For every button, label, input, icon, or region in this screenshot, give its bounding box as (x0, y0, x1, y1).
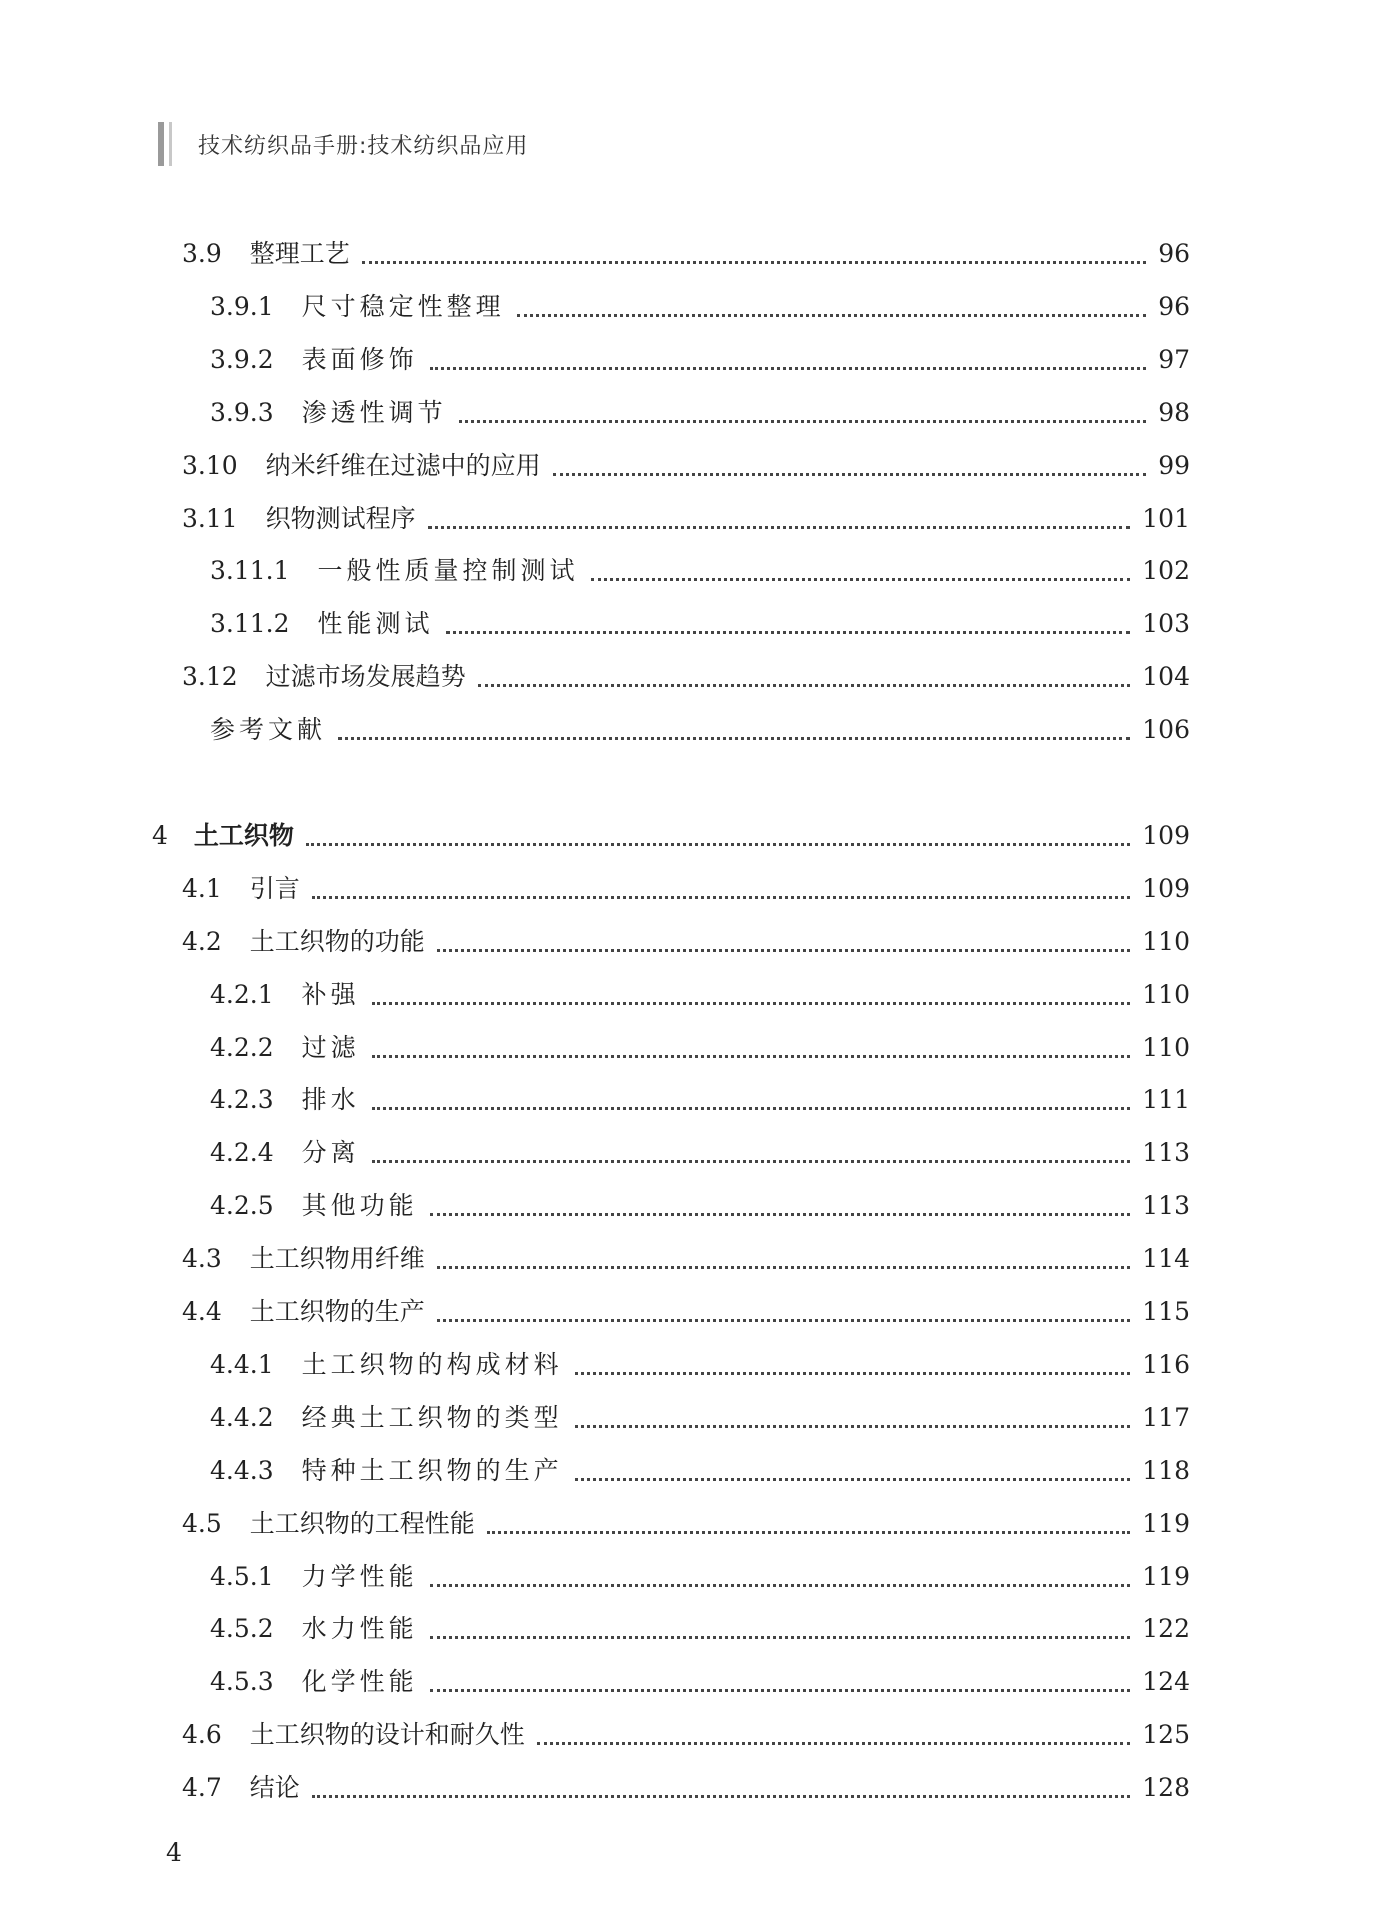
toc-entry-page: 110 (1142, 1032, 1190, 1062)
toc-dot-leader (537, 1742, 1131, 1745)
toc-entry-page: 98 (1158, 397, 1190, 427)
toc-entry[interactable] (210, 340, 1190, 380)
toc-dot-leader (437, 1319, 1131, 1322)
toc-entry[interactable] (210, 287, 1190, 327)
toc-entry[interactable] (210, 1345, 1190, 1385)
toc-entry-number: 3.11.2 (210, 609, 290, 639)
toc-entry-title: 结论 (249, 1773, 300, 1803)
toc-entry[interactable] (182, 499, 1190, 539)
toc-entry-page: 119 (1142, 1561, 1190, 1591)
toc-entry-title: 一般性质量控制测试 (317, 556, 579, 586)
toc-entry-title: 引言 (249, 873, 300, 903)
toc-entry-number: 4.3 (182, 1244, 222, 1274)
toc-entry-title: 其他功能 (301, 1191, 418, 1221)
toc-entry[interactable] (210, 393, 1190, 433)
toc-entry-number: 3.9.3 (210, 397, 274, 427)
toc-dot-leader (362, 261, 1146, 264)
toc-dot-leader (430, 1636, 1131, 1639)
toc-dot-leader (372, 1055, 1131, 1058)
toc-entry-page: 99 (1158, 450, 1190, 480)
toc-entry[interactable] (182, 1715, 1190, 1755)
toc-entry-number: 4.4 (182, 1297, 222, 1326)
toc-entry-title: 土工织物的设计和耐久性 (249, 1720, 525, 1750)
toc-entry[interactable] (210, 604, 1190, 644)
toc-entry-page: 106 (1142, 715, 1190, 745)
toc-entry[interactable] (210, 551, 1190, 591)
toc-entry[interactable] (210, 1186, 1190, 1226)
toc-entry-number: 3.9.2 (210, 344, 274, 374)
toc-entry-title: 土工织物用纤维 (249, 1244, 425, 1274)
toc-entry-title: 表面修饰 (301, 344, 418, 374)
toc-entry-page: 115 (1142, 1297, 1190, 1326)
toc-entry-number: 4.2 (182, 926, 222, 956)
toc-dot-leader (430, 1689, 1131, 1692)
toc-entry-page: 103 (1142, 609, 1190, 639)
toc-entry-title: 力学性能 (301, 1561, 418, 1591)
toc-entry-number: 4.7 (182, 1773, 222, 1803)
toc-dot-leader (459, 420, 1147, 423)
toc-dot-leader (478, 684, 1131, 687)
toc-entry-title: 水力性能 (301, 1614, 418, 1644)
toc-dot-leader (575, 1425, 1131, 1428)
toc-entry-page: 96 (1158, 239, 1190, 268)
toc-dot-leader (446, 631, 1131, 634)
toc-entry-page: 104 (1142, 662, 1190, 692)
toc-entry-page: 128 (1142, 1773, 1190, 1803)
toc-entry-number: 4.4.3 (210, 1455, 274, 1485)
toc-entry-title: 土工织物的工程性能 (249, 1508, 475, 1538)
toc-entry[interactable] (210, 1451, 1190, 1491)
toc-entry-title: 土工织物的构成材料 (301, 1349, 563, 1379)
toc-entry-page: 109 (1142, 873, 1190, 903)
toc-dot-leader (553, 473, 1147, 476)
toc-entry[interactable] (210, 1609, 1190, 1649)
toc-dot-leader (372, 1002, 1131, 1005)
toc-entry-title: 尺寸稳定性整理 (301, 291, 505, 321)
toc-entry-page: 97 (1158, 344, 1190, 374)
toc-dot-leader (430, 367, 1147, 370)
toc-entry[interactable] (182, 657, 1190, 697)
toc-entry-title: 土工织物的功能 (249, 926, 425, 956)
toc-dot-leader (430, 1584, 1131, 1587)
toc-entry[interactable] (182, 1292, 1190, 1332)
toc-entry-title: 补强 (301, 979, 360, 1009)
toc-entry-number: 4.5 (182, 1508, 222, 1538)
toc-dot-leader (575, 1478, 1131, 1481)
toc-entry-page: 102 (1142, 556, 1190, 586)
toc-dot-leader (430, 1213, 1131, 1216)
toc-entry-page: 101 (1142, 503, 1190, 533)
toc-dot-leader (306, 843, 1130, 846)
toc-entry-page: 125 (1142, 1720, 1190, 1750)
toc-entry[interactable] (210, 1662, 1190, 1702)
toc-entry-number: 4.4.1 (210, 1349, 274, 1379)
toc-entry[interactable] (210, 1557, 1190, 1597)
toc-entry-page: 113 (1142, 1138, 1190, 1168)
toc-dot-leader (437, 949, 1131, 952)
toc-entry-number: 4 (152, 820, 168, 850)
toc-entry-title: 排水 (301, 1085, 360, 1115)
toc-entry[interactable] (210, 1398, 1190, 1438)
page-number: 4 (166, 1838, 182, 1867)
toc-entry-number: 4.2.3 (210, 1085, 274, 1115)
toc-entry-title: 过滤 (301, 1032, 360, 1062)
toc-entry-number: 3.11 (182, 503, 238, 533)
header-bar-thin (169, 122, 172, 166)
toc-dot-leader (437, 1266, 1131, 1269)
toc-entry-number: 3.9.1 (210, 291, 274, 321)
running-header-title: 技术纺织品手册:技术纺织品应用 (198, 133, 529, 159)
toc-entry-page: 110 (1142, 979, 1190, 1009)
toc-entry-number: 4.6 (182, 1720, 222, 1750)
toc-dot-leader (487, 1531, 1131, 1534)
toc-entry[interactable] (152, 816, 1190, 856)
toc-entry-number: 3.9 (182, 239, 222, 268)
toc-entry[interactable] (210, 1133, 1190, 1173)
toc-entry-title: 土工织物的生产 (249, 1297, 425, 1326)
toc-entry-title: 经典土工织物的类型 (301, 1402, 563, 1432)
running-header (158, 122, 528, 166)
toc-entry-page: 96 (1158, 291, 1190, 321)
toc-entry-number: 4.5.3 (210, 1667, 274, 1697)
toc-entry-title: 过滤市场发展趋势 (265, 662, 466, 692)
toc-entry-number: 4.5.2 (210, 1614, 274, 1644)
toc-entry[interactable] (182, 869, 1190, 909)
toc-entry-title: 化学性能 (301, 1667, 418, 1697)
toc-entry-page: 116 (1142, 1349, 1190, 1379)
toc-entry-number: 4.1 (182, 873, 222, 903)
toc-dot-leader (428, 526, 1131, 529)
toc-entry-number: 4.2.4 (210, 1138, 274, 1168)
toc-entry[interactable] (182, 922, 1190, 962)
toc-entry-title: 参考文献 (210, 715, 327, 745)
toc-entry-page: 110 (1142, 926, 1190, 956)
toc-entry[interactable] (210, 1028, 1190, 1068)
toc-entry-number: 4.4.2 (210, 1402, 274, 1432)
toc-entry-page: 111 (1142, 1085, 1190, 1115)
toc-entry[interactable] (210, 710, 1190, 750)
toc-entry-page: 114 (1142, 1244, 1190, 1274)
toc-entry-page: 122 (1142, 1614, 1190, 1644)
toc-entry-number: 3.11.1 (210, 556, 290, 586)
toc-entry-title: 纳米纤维在过滤中的应用 (265, 450, 541, 480)
toc-entry-title: 特种土工织物的生产 (301, 1455, 563, 1485)
toc-entry[interactable] (210, 1080, 1190, 1120)
toc-entry-title: 性能测试 (317, 609, 434, 639)
header-bar-thick (158, 122, 164, 166)
toc-entry-page: 124 (1142, 1667, 1190, 1697)
toc-entry-page: 109 (1142, 820, 1190, 850)
toc-entry-title: 织物测试程序 (265, 503, 416, 533)
toc-entry[interactable] (182, 1504, 1190, 1544)
toc-entry[interactable] (182, 446, 1190, 486)
toc-entry-title: 土工织物 (193, 820, 294, 850)
toc-entry[interactable] (182, 1768, 1190, 1808)
toc-entry-number: 3.12 (182, 662, 238, 692)
toc-dot-leader (372, 1160, 1131, 1163)
toc-entry-number: 4.2.2 (210, 1032, 274, 1062)
toc-entry-page: 119 (1142, 1508, 1190, 1538)
toc-entry-title: 整理工艺 (249, 239, 350, 268)
toc-entry-page: 117 (1142, 1402, 1190, 1432)
toc-entry[interactable] (210, 975, 1190, 1015)
toc-dot-leader (372, 1107, 1131, 1110)
toc-entry[interactable] (182, 1239, 1190, 1279)
toc-entry-title: 分离 (301, 1138, 360, 1168)
toc-dot-leader (312, 1795, 1131, 1798)
toc-dot-leader (312, 896, 1131, 899)
toc-dot-leader (575, 1372, 1131, 1375)
toc-entry-page: 118 (1142, 1455, 1190, 1485)
toc-entry-title: 渗透性调节 (301, 397, 447, 427)
toc-entry-number: 3.10 (182, 450, 238, 480)
toc-entry[interactable] (182, 234, 1190, 274)
toc-dot-leader (591, 578, 1131, 581)
toc-entry-page: 113 (1142, 1191, 1190, 1221)
toc-entry-number: 4.5.1 (210, 1561, 274, 1591)
toc-entry-number: 4.2.1 (210, 979, 274, 1009)
toc-dot-leader (338, 737, 1130, 740)
toc-dot-leader (517, 314, 1147, 317)
toc-entry-number: 4.2.5 (210, 1191, 274, 1221)
